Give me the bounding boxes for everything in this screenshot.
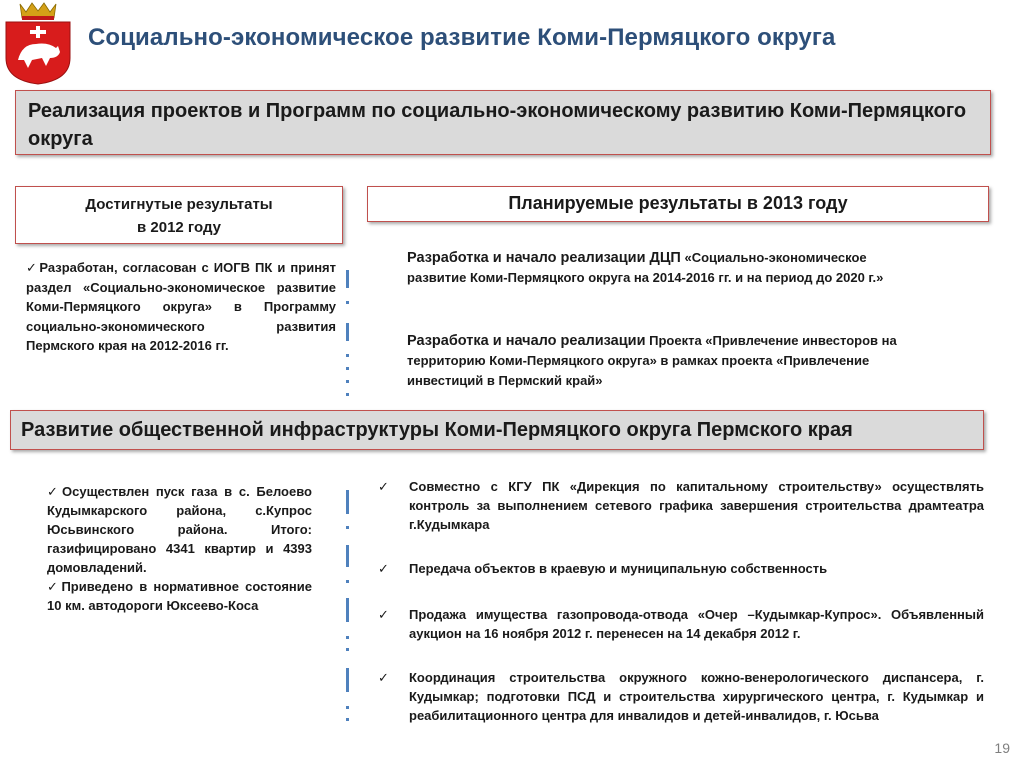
planned-item-1-lead: Разработка и начало реализации ДЦП xyxy=(407,250,681,266)
list-item xyxy=(378,605,984,643)
infra-left-item-1: Осуществлен пуск газа в с. Белоево Кудымкарского района, с.Купрос Юсьвинского района. Итого: газифицировано 4341 квартир и 4393 домовладений. xyxy=(47,484,312,575)
list-item xyxy=(378,559,984,578)
divider-segment xyxy=(346,270,349,288)
divider-dot xyxy=(346,301,349,304)
divider-dot xyxy=(346,354,349,357)
divider-dot xyxy=(346,380,349,383)
list-item xyxy=(47,482,312,577)
section-banner-projects: Реализация проектов и Программ по социально-экономическому развитию Коми-Пермяцкого округа xyxy=(15,90,991,155)
divider-dot xyxy=(346,648,349,651)
divider-segment xyxy=(346,598,349,622)
achieved-results-header xyxy=(15,186,343,244)
infra-right-item-4: Координация строительства окружного кожно-венерологического диспансера, г. Кудымкар; подготовки ПСД и строительства хирургического центра, г. Кудымкар и реабилитационного центра для инвалидов и детей-инвалидов, г. Юсьва xyxy=(409,670,984,723)
achieved-header-line1: Достигнутые результаты xyxy=(85,196,273,213)
page-title: Социально-экономическое развитие Коми-Пермяцкого округа xyxy=(88,24,836,51)
achieved-header-line2: в 2012 году xyxy=(137,219,221,236)
infra-right-item-1: Совместно с КГУ ПК «Дирекция по капитальному строительству» осуществлять контроль за выполнением сетевого графика завершения строительства драмтеатра г.Кудымкара xyxy=(409,479,984,532)
divider-dot xyxy=(346,580,349,583)
planned-item-2-lead: Разработка и начало реализации xyxy=(407,333,646,349)
check-icon: ✓ xyxy=(47,579,61,594)
infra-left-item-2: Приведено в нормативное состояние 10 км. автодороги Юксеево-Коса xyxy=(47,579,312,613)
section-banner-infrastructure: Развитие общественной инфраструктуры Коми-Пермяцкого округа Пермского края xyxy=(10,410,984,450)
infra-right-item-3: Продажа имущества газопровода-отвода «Очер –Кудымкар-Купрос». Объявленный аукцион на 16 ноября 2012 г. перенесен на 14 декабря 2012 г. xyxy=(409,607,984,641)
planned-item-2 xyxy=(407,331,927,391)
check-icon: ✓ xyxy=(378,479,389,494)
check-icon: ✓ xyxy=(26,260,39,275)
check-icon: ✓ xyxy=(378,670,389,685)
divider-dot xyxy=(346,393,349,396)
divider-segment xyxy=(346,490,349,514)
page-number: 19 xyxy=(994,740,1010,756)
check-icon: ✓ xyxy=(378,561,389,576)
divider-dot xyxy=(346,636,349,639)
achieved-item xyxy=(26,258,336,356)
planned-item-1-text: «Социально-экономическое развитие Коми-Пермяцкого округа на 2014-2016 гг. и на период до 2020 г.» xyxy=(407,250,884,285)
divider-dot xyxy=(346,526,349,529)
divider-segment xyxy=(346,545,349,567)
infra-right-item-2: Передача объектов в краевую и муниципальную собственность xyxy=(409,561,828,576)
check-icon: ✓ xyxy=(47,484,61,499)
planned-results-header: Планируемые результаты в 2013 году xyxy=(367,186,989,222)
divider-dot xyxy=(346,367,349,370)
divider-dot xyxy=(346,706,349,709)
list-item xyxy=(378,668,984,725)
divider-segment xyxy=(346,323,349,341)
check-icon: ✓ xyxy=(378,607,389,622)
planned-item-1 xyxy=(407,248,927,288)
planned-item-2-text: Проекта «Привлечение инвесторов на территорию Коми-Пермяцкого округа» в рамках проекта «Привлечение инвестиций в Пермский край» xyxy=(407,333,897,388)
perm-krai-emblem-icon xyxy=(0,0,76,86)
achieved-item-text: Разработан, согласован с ИОГВ ПК и принят раздел «Социально-экономическое развитие Коми-Пермяцкого округа» в Программу социально-экономического развития Пермского края на 2012-2016 гг. xyxy=(26,260,336,353)
list-item xyxy=(47,577,312,615)
infra-left-list xyxy=(47,482,312,615)
list-item xyxy=(378,477,984,534)
divider-dot xyxy=(346,718,349,721)
divider-segment xyxy=(346,668,349,692)
